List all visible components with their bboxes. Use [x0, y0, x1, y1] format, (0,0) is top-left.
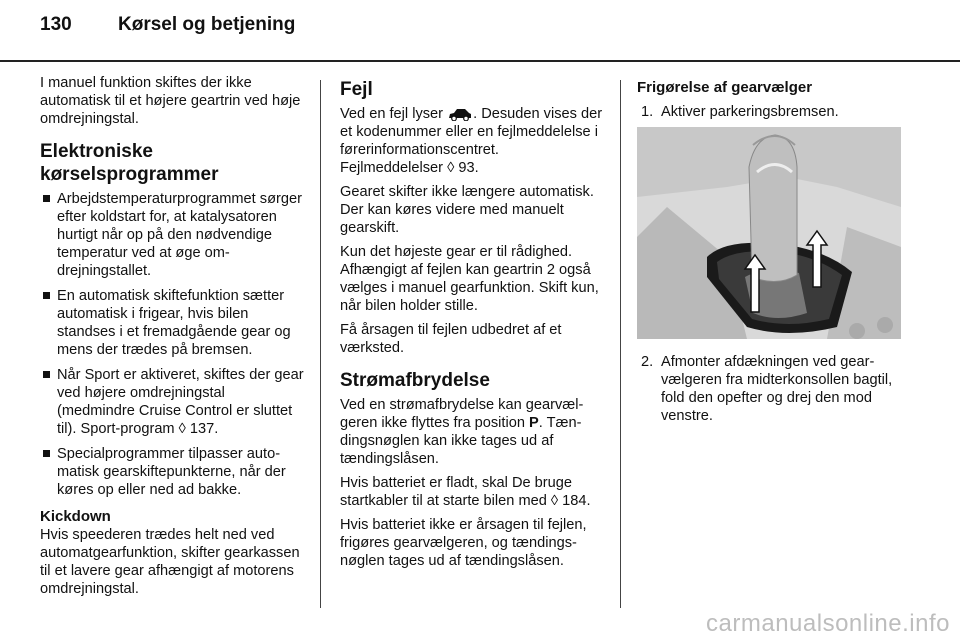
bullet-icon: [43, 195, 50, 202]
header-rule: [0, 60, 960, 62]
page-number: 130: [40, 14, 72, 35]
column-1: [40, 74, 306, 604]
column-divider: [320, 80, 321, 608]
release-paragraph: Hvis batteriet ikke er årsagen til fejlen, frigøres gearvælgeren, og tændingsnøglen tages ud af tændingslåsen.: [340, 517, 587, 569]
transmission-warning-icon: [447, 107, 473, 121]
page-header: [40, 14, 295, 36]
bullet-icon: [43, 371, 50, 378]
programs-list: [40, 190, 306, 499]
position-p-label: P: [529, 415, 539, 431]
manual-shift-paragraph: Gearet skifter ikke længere automatisk. Der kan køres videre med manuelt gearskift.: [340, 184, 594, 236]
highest-gear-paragraph: Kun det højeste gear er til rådighed. Afhængigt af fejlen kan geartrin 2 også vælges i manuel gearfunktion. Skift kun, når bilen holder stille.: [340, 244, 599, 314]
column-divider: [620, 80, 621, 608]
column-3: [637, 74, 903, 431]
kickdown-paragraph: Hvis speederen trædes helt ned ved automatgearfunktion, skifter gearkassen til et lavere gear afhængigt af motorens omdrejningstal.: [40, 527, 300, 597]
page-title: Kørsel og betjening: [118, 14, 296, 35]
kickdown-heading: Kickdown: [40, 508, 111, 525]
power-failure-paragraph: Ved en strømafbrydelse kan gearvælgeren ikke flyttes fra position P. Tændingsnøglen kan ikke tages ud af tændingslåsen.: [340, 397, 584, 467]
step-1: 1. Aktiver parkeringsbremsen.: [641, 104, 839, 120]
column-2: [340, 74, 606, 576]
fault-heading: Fejl: [340, 79, 373, 100]
gear-selector-illustration: [637, 127, 901, 339]
list-item: Arbejdstemperaturprogrammet sørger efter koldstart for, at katalysatoren hurtigt når op på den nødvendige temperatur ved at øge omdrejningstallet.: [40, 190, 306, 280]
power-failure-heading: Strømafbrydelse: [340, 370, 490, 391]
battery-paragraph: Hvis batteriet er fladt, skal De bruge startkabler til at starte bilen med ◊ 184.: [340, 475, 591, 509]
list-item: Når Sport er aktiveret, skiftes der gear ved højere omdrejningstal (medmindre Cruise Control er sluttet til). Sport-program ◊ 137.: [40, 366, 306, 438]
bullet-icon: [43, 450, 50, 457]
intro-paragraph: I manuel funktion skiftes der ikke automatisk til et højere geartrin ved høje omdrejningstal.: [40, 75, 301, 127]
electronic-programs-heading: Elektroniske kørselsprogrammer: [40, 141, 219, 185]
gear-release-heading: Frigørelse af gearvælger: [637, 79, 813, 96]
list-item: En automatisk skiftefunktion sætter automatisk i frigear, hvis bilen standses i et fremadgående gear og mens der trædes på bremsen.: [40, 287, 306, 359]
bullet-icon: [43, 292, 50, 299]
step-2: 2. Afmonter afdækningen ved gearvælgeren fra midterkonsollen bagtil, fold den opefter og drej den mod venstre.: [641, 354, 893, 424]
list-item: Specialprogrammer tilpasser automatisk gearskiftepunkterne, når der køres op eller ned ad bakke.: [40, 445, 306, 499]
watermark: carmanualsonline.info: [706, 610, 950, 637]
fault-paragraph: Ved en fejl lyser . Desuden vises der et kodenummer eller en fejlmeddelelse i førerinformationscentret. Fejlmeddelelser ◊ 93.: [340, 106, 603, 176]
workshop-paragraph: Få årsagen til fejlen udbedret af et værksted.: [340, 322, 562, 356]
